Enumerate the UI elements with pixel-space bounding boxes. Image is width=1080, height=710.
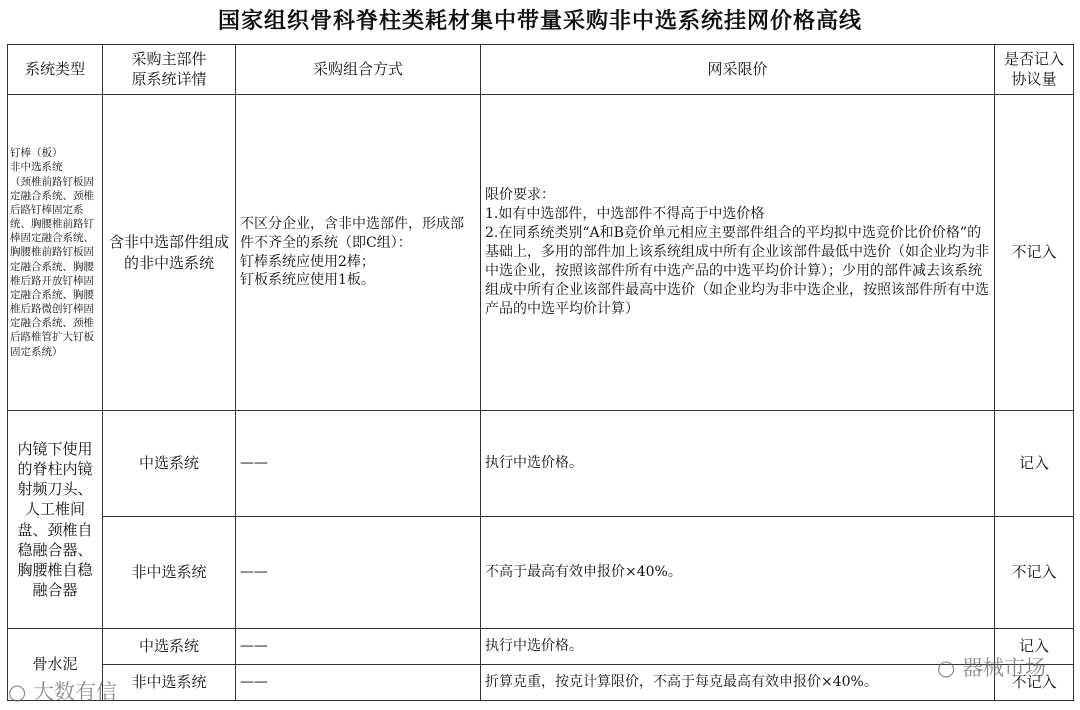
- price-limit-cell: 执行中选价格。: [481, 629, 995, 665]
- table-row: [8, 411, 1074, 517]
- table-row: [8, 517, 1074, 629]
- detail-cell: 非中选系统: [103, 665, 236, 701]
- system-type-cell: 内镜下使用的脊柱内镜射频刀头、人工椎间盘、颈椎自稳融合器、胸腰椎自稳融合器: [8, 411, 103, 629]
- detail-cell: 中选系统: [103, 411, 236, 517]
- combo-cell: ——: [236, 517, 481, 629]
- header-combo: 采购组合方式: [236, 45, 481, 95]
- price-limit-cell: 不高于最高有效申报价×40%。: [481, 517, 995, 629]
- detail-cell: 含非中选部件组成的非中选系统: [103, 95, 236, 411]
- table-row: [8, 665, 1074, 701]
- table-row: [8, 95, 1074, 411]
- count-cell: 不记入: [995, 517, 1074, 629]
- combo-cell: ——: [236, 411, 481, 517]
- price-table: [7, 44, 1074, 701]
- system-type-cell: 骨水泥: [8, 629, 103, 701]
- header-row: [8, 45, 1074, 95]
- detail-cell: 非中选系统: [103, 517, 236, 629]
- wechat-logo-icon: ○: [936, 656, 956, 680]
- count-cell: 记入: [995, 629, 1074, 665]
- watermark-left: [8, 676, 117, 706]
- price-limit-cell: 限价要求： 1.如有中选部件，中选部件不得高于中选价格 2.在同系统类别“A和B竞价单元相应主要部件组合的平均拟中选竞价比价价格”的基础上，多用的部件加上该系统组成中所有企业该部件最低中选价（如企业均为非中选企业，按照该部件所有中选产品的中选平均价计算）；少用的部件减去该系统组成中所有企业该部件最高中选价（如企业均为非中选企业，按照该部件所有中选产品的中选平均价计算）: [481, 95, 995, 411]
- header-price-limit: 网采限价: [481, 45, 995, 95]
- count-cell: 不记入: [995, 95, 1074, 411]
- watermark-right: [937, 652, 1046, 682]
- weibo-logo-icon: ○: [8, 680, 27, 704]
- header-count-in-volume: 是否记入 协议量: [995, 45, 1074, 95]
- count-cell: 不记入: [995, 665, 1074, 701]
- combo-cell: ——: [236, 665, 481, 701]
- count-cell: 记入: [995, 411, 1074, 517]
- price-limit-cell: 执行中选价格。: [481, 411, 995, 517]
- page-title: 国家组织骨科脊柱类耗材集中带量采购非中选系统挂网价格高线: [217, 8, 862, 34]
- combo-cell: ——: [236, 629, 481, 665]
- combo-cell: 不区分企业，含非中选部件，形成部件不齐全的系统（即C组）： 钉棒系统应使用2棒； 钉板系统应使用1板。: [236, 95, 481, 411]
- table-row: [8, 629, 1074, 665]
- header-detail: 采购主部件 原系统详情: [103, 45, 236, 95]
- header-system-type: 系统类型: [8, 45, 103, 95]
- price-limit-cell: 折算克重，按克计算限价，不高于每克最高有效申报价×40%。: [481, 665, 995, 701]
- watermark-right-text: 器械市场: [962, 656, 1046, 680]
- detail-cell: 中选系统: [103, 629, 236, 665]
- watermark-left-text: 大数有信: [33, 680, 118, 704]
- system-type-cell: 钉棒（板） 非中选系统 （颈椎前路钉板固定融合系统、颈椎后路钉棒固定系统、胸腰椎前路钉棒固定融合系统、胸腰椎前路钉板固定融合系统、胸腰椎后路开放钉棒固定融合系统、胸腰椎后路微创钉棒固定融合系统、颈椎后路椎管扩大钉板固定系统）: [8, 95, 103, 411]
